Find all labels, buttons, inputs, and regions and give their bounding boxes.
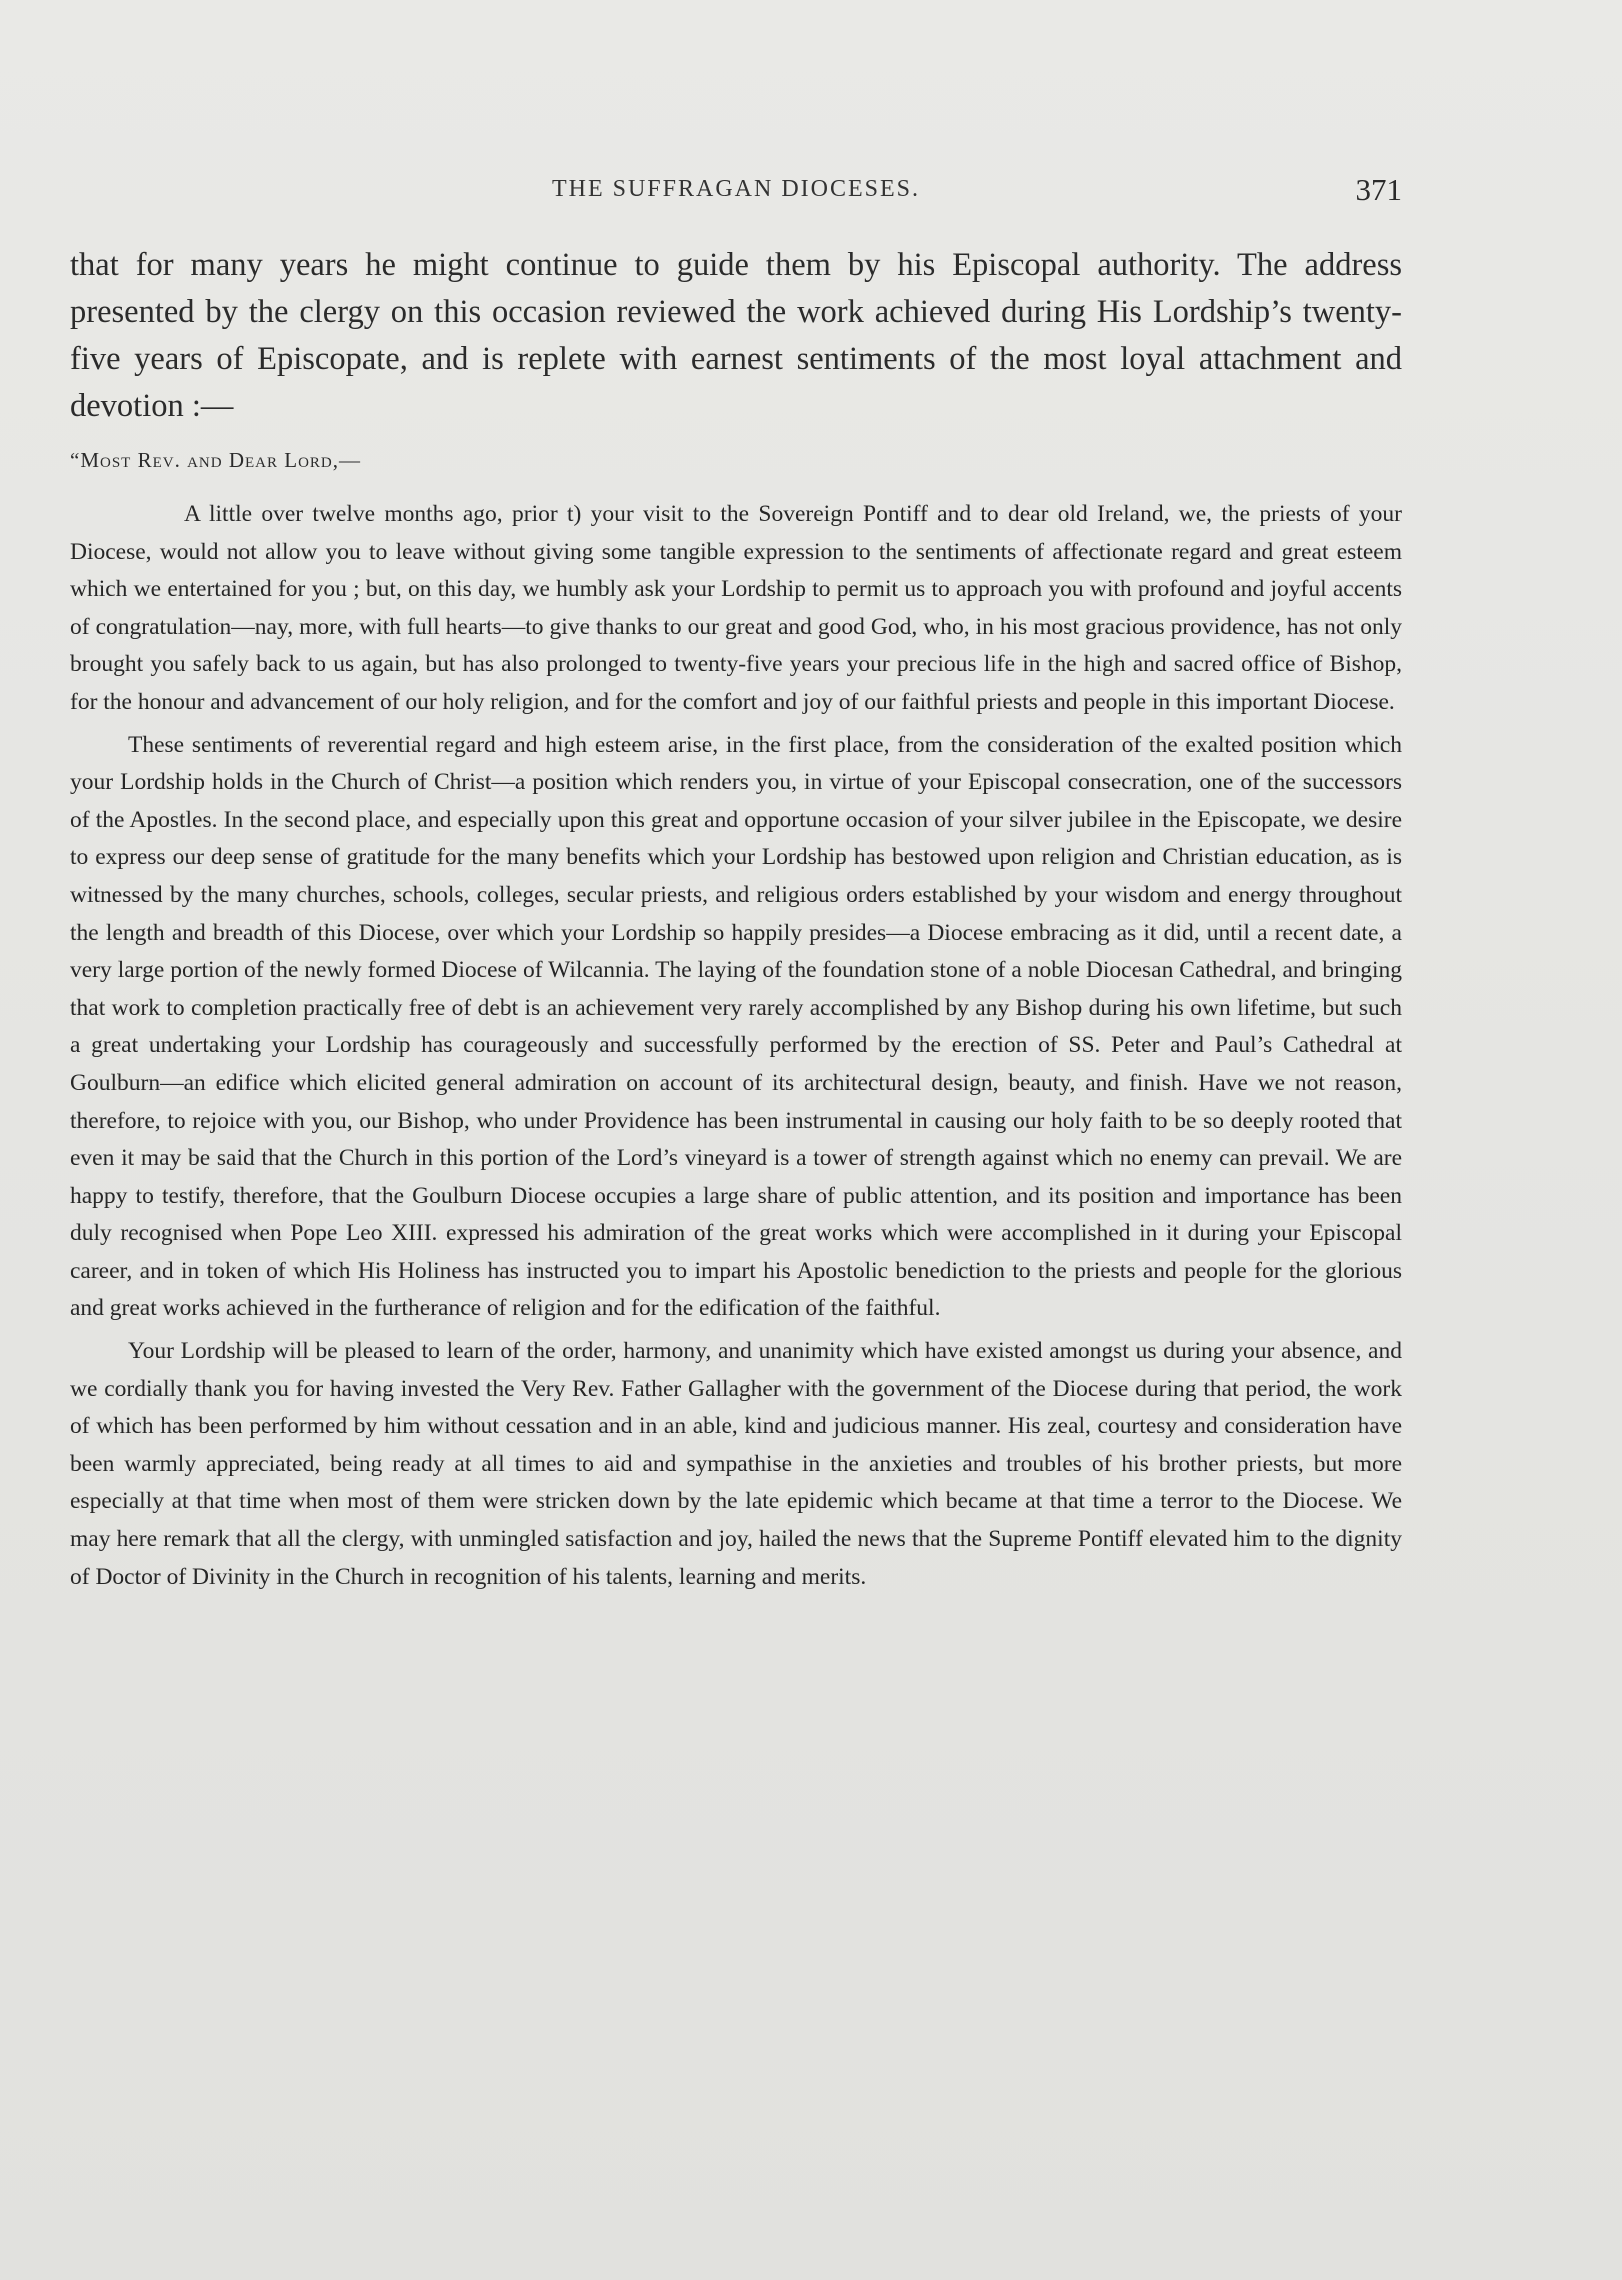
- running-head: [70, 172, 1402, 212]
- letter-salutation: “Most Rev. and Dear Lord,—: [70, 448, 361, 472]
- letter-body: [70, 496, 1402, 1601]
- letter-paragraph-2: These sentiments of reverential regard and high esteem arise, in the first place, from the consideration of the exalted position which your Lordship holds in the Church of Christ—a position which renders you, in virtue of your Episcopal consecration, one of the successors of the Apostles. In the second place, and especially upon this great and opportune occasion of your silver jubilee in the Episcopate, we desire to express our deep sense of gratitude for the many benefits which your Lordship has bestowed upon religion and Christian education, as is witnessed by the many churches, schools, colleges, secular priests, and religious orders established by your wisdom and energy throughout the length and breadth of this Diocese, over which your Lordship so happily presides—a Diocese embracing as it did, until a recent date, a very large portion of the newly formed Diocese of Wilcannia. The laying of the foundation stone of a noble Diocesan Cathedral, and bringing that work to completion practically free of debt is an achievement very rarely accomplished by any Bishop during his own lifetime, but such a great undertaking your Lordship has courageously and successfully performed by the erection of SS. Peter and Paul’s Cathedral at Goulburn—an edifice which elicited general admiration on account of its architectural design, beauty, and finish. Have we not reason, therefore, to rejoice with you, our Bishop, who under Providence has been instrumental in causing our holy faith to be so deeply rooted that even it may be said that the Church in this portion of the Lord’s vineyard is a tower of strength against which no enemy can prevail. We are happy to testify, therefore, that the Goulburn Diocese occupies a large share of public attention, and its position and importance has been duly recognised when Pope Leo XIII. expressed his admiration of the great works which were accomplished in it during your Episcopal career, and in token of which His Holiness has instructed you to impart his Apostolic benediction to the priests and people for the glorious and great works achieved in the furtherance of religion and for the edification of the faithful.: [70, 731, 1402, 1322]
- letter-paragraph-1: A little over twelve months ago, prior t) your visit to the Sovereign Pontiff and to dear old Ireland, we, the priests of your Diocese, would not allow you to leave without giving some tangible expression to the sentiments of affectionate regard and great esteem which we entertained for you ; but, on this day, we humbly ask your Lordship to permit us to approach you with profound and joyful accents of congratulation—nay, more, with full hearts—to give thanks to our great and good God, who, in his most gracious providence, has not only brought you safely back to us again, but has also prolonged to twenty-five years your precious life in the high and sacred office of Bishop, for the honour and advancement of our holy religion, and for the comfort and joy of our faithful priests and people in this important Diocese.: [70, 501, 1402, 715]
- lead-paragraph: that for many years he might continue to guide them by his Episcopal authority. The address presented by the clergy on this occasion reviewed the work achieved during His Lordship’s twenty-five years of Episcopate, and is replete with earnest sentiments of the most loyal attachment and devotion :—: [70, 247, 1402, 424]
- letter-paragraph-3: Your Lordship will be pleased to learn of the order, harmony, and unanimity which have existed amongst us during your absence, and we cordially thank you for having invested the Very Rev. Father Gallagher with the government of the Diocese during that period, the work of which has been performed by him without cessation and in an able, kind and judicious manner. His zeal, courtesy and consideration have been warmly appreciated, being ready at all times to aid and sympathise in the anxieties and troubles of his brother priests, but more especially at that time when most of them were stricken down by the late epidemic which became at that time a terror to the Diocese. We may here remark that all the clergy, with unmingled satisfaction and joy, hailed the news that the Supreme Pontiff elevated him to the dignity of Doctor of Divinity in the Church in recognition of his talents, learning and merits.: [70, 1338, 1402, 1590]
- page-number: 371: [1355, 172, 1402, 207]
- running-title: THE SUFFRAGAN DIOCESES.: [551, 176, 921, 202]
